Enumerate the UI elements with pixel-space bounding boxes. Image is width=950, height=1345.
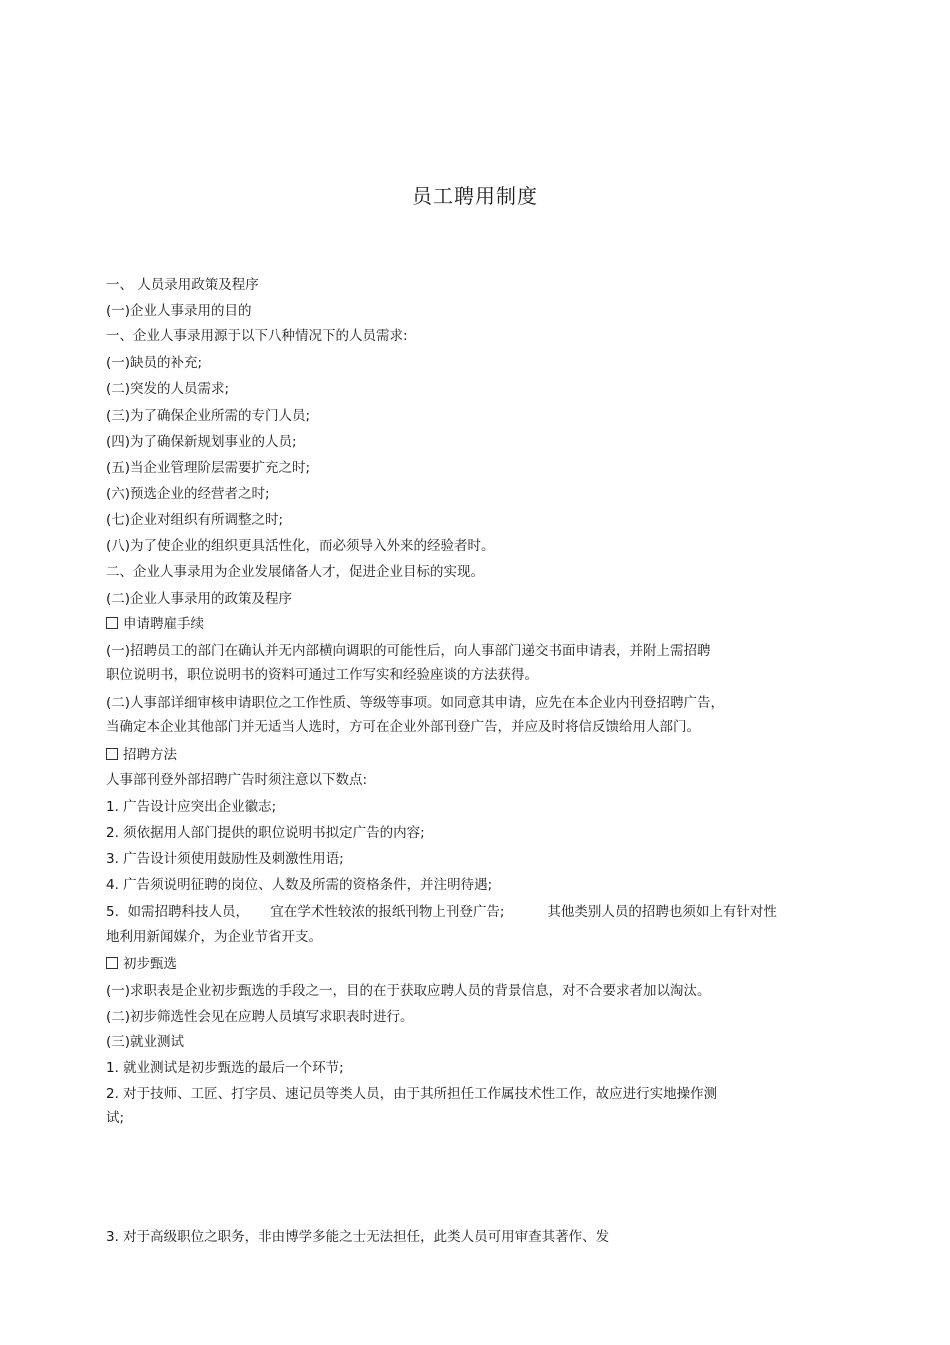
subheading-purpose: (一)企业人事录用的目的 xyxy=(106,303,252,319)
paragraph-line: 当确定本企业其他部门并无适当人选时，方可在企业外部刊登广告，并应及时将信反馈给用人部门。 xyxy=(106,719,700,735)
section-heading-screening xyxy=(106,955,177,973)
document-title: 员工聘用制度 xyxy=(412,184,538,208)
section-heading-recruit-method xyxy=(106,746,177,764)
list-item: (二)突发的人员需求; xyxy=(106,381,230,397)
list-item: 2. 须依据用人部门提供的职位说明书拟定广告的内容; xyxy=(106,825,425,841)
paragraph-line: (一)招聘员工的部门在确认并无内部横向调职的可能性后，向人事部门递交书面申请表，并附上需招聘 xyxy=(106,643,711,659)
paragraph-line: 一、企业人事录用源于以下八种情况下的人员需求: xyxy=(106,328,408,344)
list-item: (七)企业对组织有所调整之时; xyxy=(106,512,284,528)
list-item: 3. 广告设计须使用鼓励性及刺激性用语; xyxy=(106,851,344,867)
list-item: 4. 广告须说明征聘的岗位、人数及所需的资格条件，并注明待遇; xyxy=(106,877,493,893)
section-label: 招聘方法 xyxy=(123,747,177,763)
list-item: 1. 就业测试是初步甄选的最后一个环节; xyxy=(106,1060,344,1076)
checkbox-icon xyxy=(106,957,118,969)
paragraph-line: 二、企业人事录用为企业发展储备人才，促进企业目标的实现。 xyxy=(106,564,484,580)
list-item: (一)缺员的补充; xyxy=(106,355,203,371)
paragraph-line: (二)初步筛选性会见在应聘人员填写求职表时进行。 xyxy=(106,1009,414,1025)
section-label: 初步甄选 xyxy=(123,956,177,972)
paragraph-line: 人事部刊登外部招聘广告时须注意以下数点: xyxy=(106,772,368,788)
list-item: 3. 对于高级职位之职务，非由博学多能之士无法担任，此类人员可用审查其著作、发 xyxy=(106,1229,610,1245)
list-item: (四)为了确保新规划事业的人员; xyxy=(106,434,297,450)
list-item: (三)为了确保企业所需的专门人员; xyxy=(106,408,311,424)
list-item: 1. 广告设计应突出企业徽志; xyxy=(106,799,277,815)
checkbox-icon xyxy=(106,748,118,760)
paragraph-line: 试; xyxy=(106,1110,125,1126)
list-item: (五)当企业管理阶层需要扩充之时; xyxy=(106,460,311,476)
paragraph-line: (二)人事部详细审核申请职位之工作性质、等级等事项。如同意其申请，应先在本企业内刊登招聘广告， xyxy=(106,695,725,711)
paragraph-line: (一)求职表是企业初步甄选的手段之一，目的在于获取应聘人员的背景信息，对不合要求者加以淘汰。 xyxy=(106,983,711,999)
list-item: 2. 对于技师、工匠、打字员、速记员等类人员，由于其所担任工作属技术性工作，故应进行实地操作测 xyxy=(106,1086,718,1102)
subheading-employment-test: (三)就业测试 xyxy=(106,1034,185,1050)
section-heading-application xyxy=(106,615,204,633)
paragraph-line: 地利用新闻媒介，为企业节省开支。 xyxy=(106,929,322,945)
list-item: 5. 如需招聘科技人员， 宜在学术性较浓的报纸刊物上刊登广告; 其他类别人员的招聘也须如上有针对性 xyxy=(106,904,777,920)
checkbox-icon xyxy=(106,617,118,629)
list-item: (六)预选企业的经营者之时; xyxy=(106,486,270,502)
heading-recruitment-policy: 一、 人员录用政策及程序 xyxy=(106,277,259,293)
list-item: (八)为了使企业的组织更具活性化，而必须导入外来的经验者时。 xyxy=(106,538,495,554)
paragraph-line: 职位说明书，职位说明书的资料可通过工作写实和经验座谈的方法获得。 xyxy=(106,667,538,683)
section-label: 申请聘雇手续 xyxy=(123,616,204,632)
subheading-policy-procedure: (二)企业人事录用的政策及程序 xyxy=(106,591,293,607)
